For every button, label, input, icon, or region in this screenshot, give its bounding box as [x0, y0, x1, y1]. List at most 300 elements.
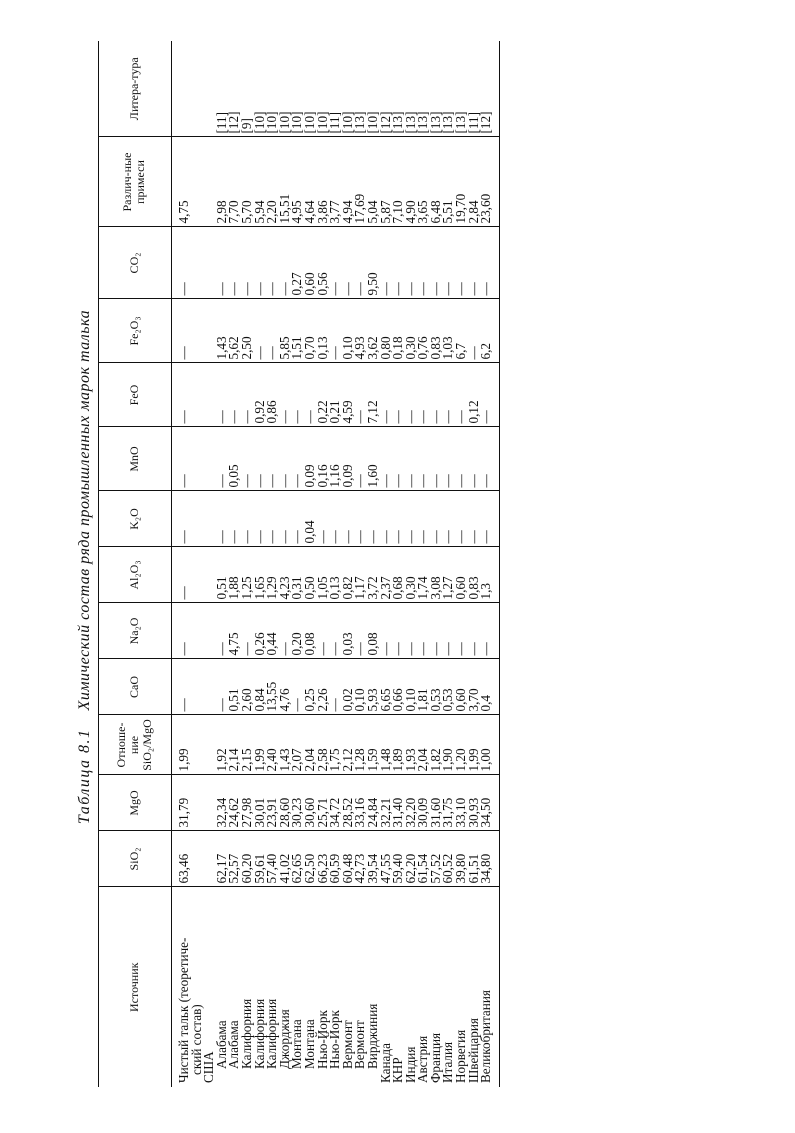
- source-cell: Калифорния: [263, 998, 279, 1069]
- table-row: [417, 41, 430, 1087]
- value-cell: —: [291, 659, 304, 715]
- value-cell: [13]: [417, 41, 430, 137]
- value-cell: 4,94: [341, 137, 354, 227]
- value-cell: 0,31: [291, 547, 304, 603]
- value-cell: 3,62: [366, 299, 379, 363]
- value-cell: [11]: [329, 41, 342, 137]
- value-cell: 0,51: [228, 659, 241, 715]
- source-cell: США: [200, 1050, 216, 1083]
- value-cell: 1,82: [429, 715, 442, 775]
- value-cell: 17,69: [354, 137, 367, 227]
- value-cell: 0,56: [316, 227, 329, 299]
- value-cell: 0,53: [442, 659, 455, 715]
- value-cell: 3,86: [316, 137, 329, 227]
- value-cell: 28,52: [341, 775, 354, 831]
- value-cell: [190, 299, 203, 363]
- value-cell: —: [253, 299, 266, 363]
- value-cell: 32,20: [404, 775, 417, 831]
- value-cell: 30,93: [467, 775, 480, 831]
- value-cell: 5,94: [253, 137, 266, 227]
- value-cell: —: [253, 427, 266, 491]
- value-cell: —: [266, 491, 279, 547]
- column-header-10: Fe₂O₃: [98, 299, 171, 363]
- column-header-7: K₂O: [98, 491, 171, 547]
- value-cell: 6,48: [429, 137, 442, 227]
- table-row: [480, 41, 499, 1087]
- value-cell: 7,70: [228, 137, 241, 227]
- value-cell: 61,54: [417, 831, 430, 887]
- value-cell: —: [392, 491, 405, 547]
- source-cell: Италия: [439, 1041, 455, 1083]
- value-cell: —: [354, 363, 367, 427]
- value-cell: 57,52: [429, 831, 442, 887]
- value-cell: 63,46: [171, 831, 190, 887]
- value-cell: —: [429, 363, 442, 427]
- value-cell: —: [329, 603, 342, 659]
- source-cell: Калифорния: [251, 998, 267, 1069]
- value-cell: —: [392, 427, 405, 491]
- value-cell: 0,68: [392, 547, 405, 603]
- value-cell: 0,60: [455, 659, 468, 715]
- column-header-11: CO₂: [98, 227, 171, 299]
- value-cell: —: [354, 227, 367, 299]
- value-cell: 15,51: [278, 137, 291, 227]
- value-cell: —: [316, 603, 329, 659]
- value-cell: 7,12: [366, 363, 379, 427]
- value-cell: [190, 41, 203, 137]
- source-cell: Алабама: [225, 1019, 241, 1069]
- value-cell: 0,21: [329, 363, 342, 427]
- table-row: [228, 41, 241, 1087]
- value-cell: [190, 363, 203, 427]
- value-cell: 3,08: [429, 547, 442, 603]
- value-cell: 62,65: [291, 831, 304, 887]
- value-cell: —: [278, 227, 291, 299]
- value-cell: —: [354, 427, 367, 491]
- value-cell: 1,43: [278, 715, 291, 775]
- value-cell: 5,93: [366, 659, 379, 715]
- value-cell: 1,20: [455, 715, 468, 775]
- value-cell: 1,99: [171, 715, 190, 775]
- value-cell: —: [417, 491, 430, 547]
- value-cell: —: [366, 491, 379, 547]
- value-cell: —: [303, 363, 316, 427]
- value-cell: —: [291, 491, 304, 547]
- value-cell: 31,60: [429, 775, 442, 831]
- column-header-5: Na₂O: [98, 603, 171, 659]
- value-cell: 28,60: [278, 775, 291, 831]
- value-cell: 0,82: [341, 547, 354, 603]
- value-cell: 5,87: [379, 137, 392, 227]
- table-row: [316, 41, 329, 1087]
- value-cell: —: [278, 363, 291, 427]
- value-cell: —: [379, 427, 392, 491]
- value-cell: 6,2: [480, 299, 499, 363]
- value-cell: [10]: [316, 41, 329, 137]
- table-row: [404, 41, 417, 1087]
- value-cell: 62,50: [303, 831, 316, 887]
- source-cell: Нью-Йорк: [326, 1009, 342, 1069]
- value-cell: —: [404, 603, 417, 659]
- value-cell: 0,26: [253, 603, 266, 659]
- value-cell: —: [442, 227, 455, 299]
- value-cell: 2,84: [467, 137, 480, 227]
- value-cell: 0,08: [366, 603, 379, 659]
- value-cell: 4,75: [171, 137, 190, 227]
- value-cell: 62,20: [404, 831, 417, 887]
- value-cell: 0,25: [303, 659, 316, 715]
- value-cell: —: [266, 227, 279, 299]
- source-cell: Калифорния: [238, 998, 254, 1069]
- value-cell: 0,03: [341, 603, 354, 659]
- value-cell: 1,99: [467, 715, 480, 775]
- value-cell: 66,23: [316, 831, 329, 887]
- value-cell: [13]: [442, 41, 455, 137]
- value-cell: 2,15: [240, 715, 253, 775]
- value-cell: 4,64: [303, 137, 316, 227]
- value-cell: [11]: [215, 41, 228, 137]
- value-cell: 0,20: [291, 603, 304, 659]
- value-cell: 0,51: [215, 547, 228, 603]
- value-cell: —: [404, 227, 417, 299]
- value-cell: 0,16: [316, 427, 329, 491]
- value-cell: —: [215, 603, 228, 659]
- value-cell: [190, 603, 203, 659]
- composition-table: [98, 41, 500, 1087]
- value-cell: —: [467, 603, 480, 659]
- value-cell: [190, 137, 203, 227]
- value-cell: 0,18: [392, 299, 405, 363]
- value-cell: —: [429, 603, 442, 659]
- value-cell: [12]: [228, 41, 241, 137]
- value-cell: 1,3: [480, 547, 499, 603]
- table-row: [171, 41, 190, 1087]
- source-cell: Норвегия: [452, 1029, 468, 1083]
- value-cell: 0,05: [228, 427, 241, 491]
- value-cell: 2,12: [341, 715, 354, 775]
- rotated-table-block: [48, 17, 748, 1117]
- value-cell: 1,93: [404, 715, 417, 775]
- source-cell: Франция: [427, 1032, 443, 1083]
- value-cell: 1,92: [215, 715, 228, 775]
- value-cell: 23,91: [266, 775, 279, 831]
- value-cell: 0,27: [291, 227, 304, 299]
- column-header-0: Источник: [98, 887, 171, 1087]
- value-cell: 33,16: [354, 775, 367, 831]
- value-cell: [11]: [467, 41, 480, 137]
- header-row: [98, 41, 171, 1087]
- value-cell: 3,65: [417, 137, 430, 227]
- column-header-9: FeO: [98, 363, 171, 427]
- value-cell: 1,88: [228, 547, 241, 603]
- value-cell: 31,79: [171, 775, 190, 831]
- value-cell: 0,76: [417, 299, 430, 363]
- value-cell: —: [392, 227, 405, 299]
- value-cell: 0,86: [266, 363, 279, 427]
- value-cell: —: [429, 427, 442, 491]
- value-cell: [9]: [240, 41, 253, 137]
- value-cell: 5,51: [442, 137, 455, 227]
- value-cell: 1,00: [480, 715, 499, 775]
- value-cell: [171, 41, 190, 137]
- value-cell: 4,75: [228, 603, 241, 659]
- table-row: [253, 41, 266, 1087]
- value-cell: 13,55: [266, 659, 279, 715]
- value-cell: —: [316, 491, 329, 547]
- table-row: [203, 41, 216, 1087]
- value-cell: —: [455, 491, 468, 547]
- value-cell: 1,43: [215, 299, 228, 363]
- source-cell: Алабама: [213, 1019, 229, 1069]
- value-cell: [190, 547, 203, 603]
- table-row: [291, 41, 304, 1087]
- value-cell: 0,44: [266, 603, 279, 659]
- value-cell: —: [240, 491, 253, 547]
- value-cell: 1,16: [329, 427, 342, 491]
- value-cell: —: [329, 227, 342, 299]
- value-cell: —: [228, 363, 241, 427]
- value-cell: —: [278, 491, 291, 547]
- value-cell: —: [379, 491, 392, 547]
- value-cell: 39,54: [366, 831, 379, 887]
- value-cell: —: [467, 491, 480, 547]
- value-cell: 1,51: [291, 299, 304, 363]
- value-cell: [10]: [303, 41, 316, 137]
- source-cell: Монтана: [288, 1018, 304, 1069]
- value-cell: [13]: [404, 41, 417, 137]
- value-cell: —: [341, 491, 354, 547]
- value-cell: —: [240, 427, 253, 491]
- value-cell: 0,80: [379, 299, 392, 363]
- value-cell: 0,04: [303, 491, 316, 547]
- value-cell: 32,34: [215, 775, 228, 831]
- value-cell: —: [392, 363, 405, 427]
- value-cell: [190, 831, 203, 887]
- value-cell: 52,57: [228, 831, 241, 887]
- table-row: [379, 41, 392, 1087]
- source-cell: Канада: [377, 1042, 392, 1083]
- value-cell: 2,14: [228, 715, 241, 775]
- value-cell: 24,84: [366, 775, 379, 831]
- value-cell: 3,70: [467, 659, 480, 715]
- value-cell: —: [480, 227, 499, 299]
- value-cell: —: [215, 491, 228, 547]
- value-cell: —: [228, 491, 241, 547]
- value-cell: 4,23: [278, 547, 291, 603]
- value-cell: 0,60: [455, 547, 468, 603]
- value-cell: —: [455, 427, 468, 491]
- value-cell: 2,98: [215, 137, 228, 227]
- value-cell: —: [240, 227, 253, 299]
- value-cell: 0,66: [392, 659, 405, 715]
- value-cell: —: [480, 491, 499, 547]
- value-cell: 2,26: [316, 659, 329, 715]
- table-row: [455, 41, 468, 1087]
- value-cell: 0,02: [341, 659, 354, 715]
- table-row: [329, 41, 342, 1087]
- value-cell: 1,81: [417, 659, 430, 715]
- value-cell: —: [455, 603, 468, 659]
- value-cell: 59,61: [253, 831, 266, 887]
- value-cell: 1,90: [442, 715, 455, 775]
- value-cell: —: [291, 427, 304, 491]
- value-cell: 0,83: [467, 547, 480, 603]
- value-cell: 0,30: [404, 547, 417, 603]
- value-cell: [190, 659, 203, 715]
- value-cell: 30,23: [291, 775, 304, 831]
- value-cell: —: [417, 227, 430, 299]
- source-cell: Монтана: [301, 1018, 317, 1069]
- table-number: Таблица 8.1: [75, 727, 93, 824]
- value-cell: 2,37: [379, 547, 392, 603]
- value-cell: —: [354, 603, 367, 659]
- value-cell: [190, 775, 203, 831]
- value-cell: —: [429, 491, 442, 547]
- value-cell: —: [215, 363, 228, 427]
- value-cell: 1,59: [366, 715, 379, 775]
- value-cell: —: [467, 299, 480, 363]
- source-cell: КНР: [389, 1056, 405, 1083]
- value-cell: —: [442, 427, 455, 491]
- value-cell: 5,70: [240, 137, 253, 227]
- value-cell: 0,60: [303, 227, 316, 299]
- value-cell: —: [171, 227, 190, 299]
- value-cell: —: [417, 603, 430, 659]
- source-cell: Чистый тальк (теоретиче-: [175, 937, 191, 1083]
- value-cell: 1,28: [354, 715, 367, 775]
- value-cell: —: [329, 299, 342, 363]
- value-cell: [12]: [480, 41, 499, 137]
- value-cell: 60,59: [329, 831, 342, 887]
- value-cell: —: [171, 547, 190, 603]
- value-cell: —: [404, 363, 417, 427]
- value-cell: 3,77: [329, 137, 342, 227]
- value-cell: 6,7: [455, 299, 468, 363]
- value-cell: —: [240, 363, 253, 427]
- value-cell: 30,09: [417, 775, 430, 831]
- value-cell: [13]: [429, 41, 442, 137]
- value-cell: 0,08: [303, 603, 316, 659]
- value-cell: 1,25: [240, 547, 253, 603]
- table-title: Химический состав ряда промышленных марок талька: [75, 309, 93, 710]
- column-header-6: Al₂O₃: [98, 547, 171, 603]
- value-cell: 62,17: [215, 831, 228, 887]
- value-cell: 1,65: [253, 547, 266, 603]
- value-cell: —: [429, 227, 442, 299]
- value-cell: —: [480, 427, 499, 491]
- value-cell: —: [467, 427, 480, 491]
- value-cell: 33,10: [455, 775, 468, 831]
- value-cell: 1,05: [316, 547, 329, 603]
- value-cell: —: [442, 491, 455, 547]
- value-cell: 42,73: [354, 831, 367, 887]
- value-cell: 0,09: [303, 427, 316, 491]
- value-cell: 1,29: [266, 547, 279, 603]
- value-cell: 0,10: [341, 299, 354, 363]
- value-cell: 2,50: [240, 299, 253, 363]
- value-cell: 1,27: [442, 547, 455, 603]
- value-cell: —: [266, 427, 279, 491]
- value-cell: —: [442, 603, 455, 659]
- value-cell: 1,75: [329, 715, 342, 775]
- value-cell: —: [329, 491, 342, 547]
- value-cell: [190, 227, 203, 299]
- value-cell: 2,58: [316, 715, 329, 775]
- value-cell: —: [228, 227, 241, 299]
- value-cell: 34,72: [329, 775, 342, 831]
- source-cell: Швейцария: [465, 1017, 481, 1083]
- value-cell: 5,62: [228, 299, 241, 363]
- value-cell: 0,22: [316, 363, 329, 427]
- source-cell: Великобритания: [480, 887, 499, 1087]
- value-cell: 4,90: [404, 137, 417, 227]
- value-cell: —: [442, 363, 455, 427]
- value-cell: 1,74: [417, 547, 430, 603]
- column-header-8: MnO: [98, 427, 171, 491]
- value-cell: 47,55: [379, 831, 392, 887]
- table-row: [354, 41, 367, 1087]
- value-cell: 41,02: [278, 831, 291, 887]
- value-cell: 0,13: [316, 299, 329, 363]
- value-cell: [13]: [354, 41, 367, 137]
- value-cell: 27,98: [240, 775, 253, 831]
- value-cell: —: [341, 227, 354, 299]
- value-cell: [13]: [392, 41, 405, 137]
- value-cell: 1,48: [379, 715, 392, 775]
- source-cell: Вермонт: [339, 1019, 355, 1069]
- value-cell: 2,20: [266, 137, 279, 227]
- value-cell: 39,80: [455, 831, 468, 887]
- value-cell: 0,83: [429, 299, 442, 363]
- value-cell: 3,72: [366, 547, 379, 603]
- value-cell: 5,85: [278, 299, 291, 363]
- value-cell: [190, 491, 203, 547]
- value-cell: 31,40: [392, 775, 405, 831]
- column-header-13: Литера-тура: [98, 41, 171, 137]
- column-header-1: SiO₂: [98, 831, 171, 887]
- value-cell: [13]: [455, 41, 468, 137]
- value-cell: —: [215, 659, 228, 715]
- value-cell: —: [467, 227, 480, 299]
- value-cell: —: [171, 491, 190, 547]
- source-cell: Австрия: [414, 1035, 430, 1083]
- column-header-12: Различ-ные примеси: [98, 137, 171, 227]
- value-cell: 30,01: [253, 775, 266, 831]
- source-cell: ский состав): [188, 1003, 204, 1075]
- value-cell: 0,50: [303, 547, 316, 603]
- value-cell: —: [417, 427, 430, 491]
- table-row: [429, 41, 442, 1087]
- value-cell: [10]: [278, 41, 291, 137]
- table-row: [190, 41, 203, 1087]
- value-cell: 6,65: [379, 659, 392, 715]
- value-cell: 4,76: [278, 659, 291, 715]
- value-cell: —: [379, 363, 392, 427]
- value-cell: 0,4: [480, 659, 499, 715]
- value-cell: —: [417, 363, 430, 427]
- value-cell: 57,40: [266, 831, 279, 887]
- source-cell: Индия: [402, 1046, 418, 1083]
- value-cell: [10]: [291, 41, 304, 137]
- value-cell: —: [215, 227, 228, 299]
- value-cell: —: [404, 427, 417, 491]
- value-cell: 59,40: [392, 831, 405, 887]
- value-cell: 31,75: [442, 775, 455, 831]
- source-cell: Джорджия: [276, 1008, 292, 1069]
- value-cell: —: [278, 427, 291, 491]
- source-cell: Вирджиния: [364, 1003, 380, 1069]
- value-cell: 24,62: [228, 775, 241, 831]
